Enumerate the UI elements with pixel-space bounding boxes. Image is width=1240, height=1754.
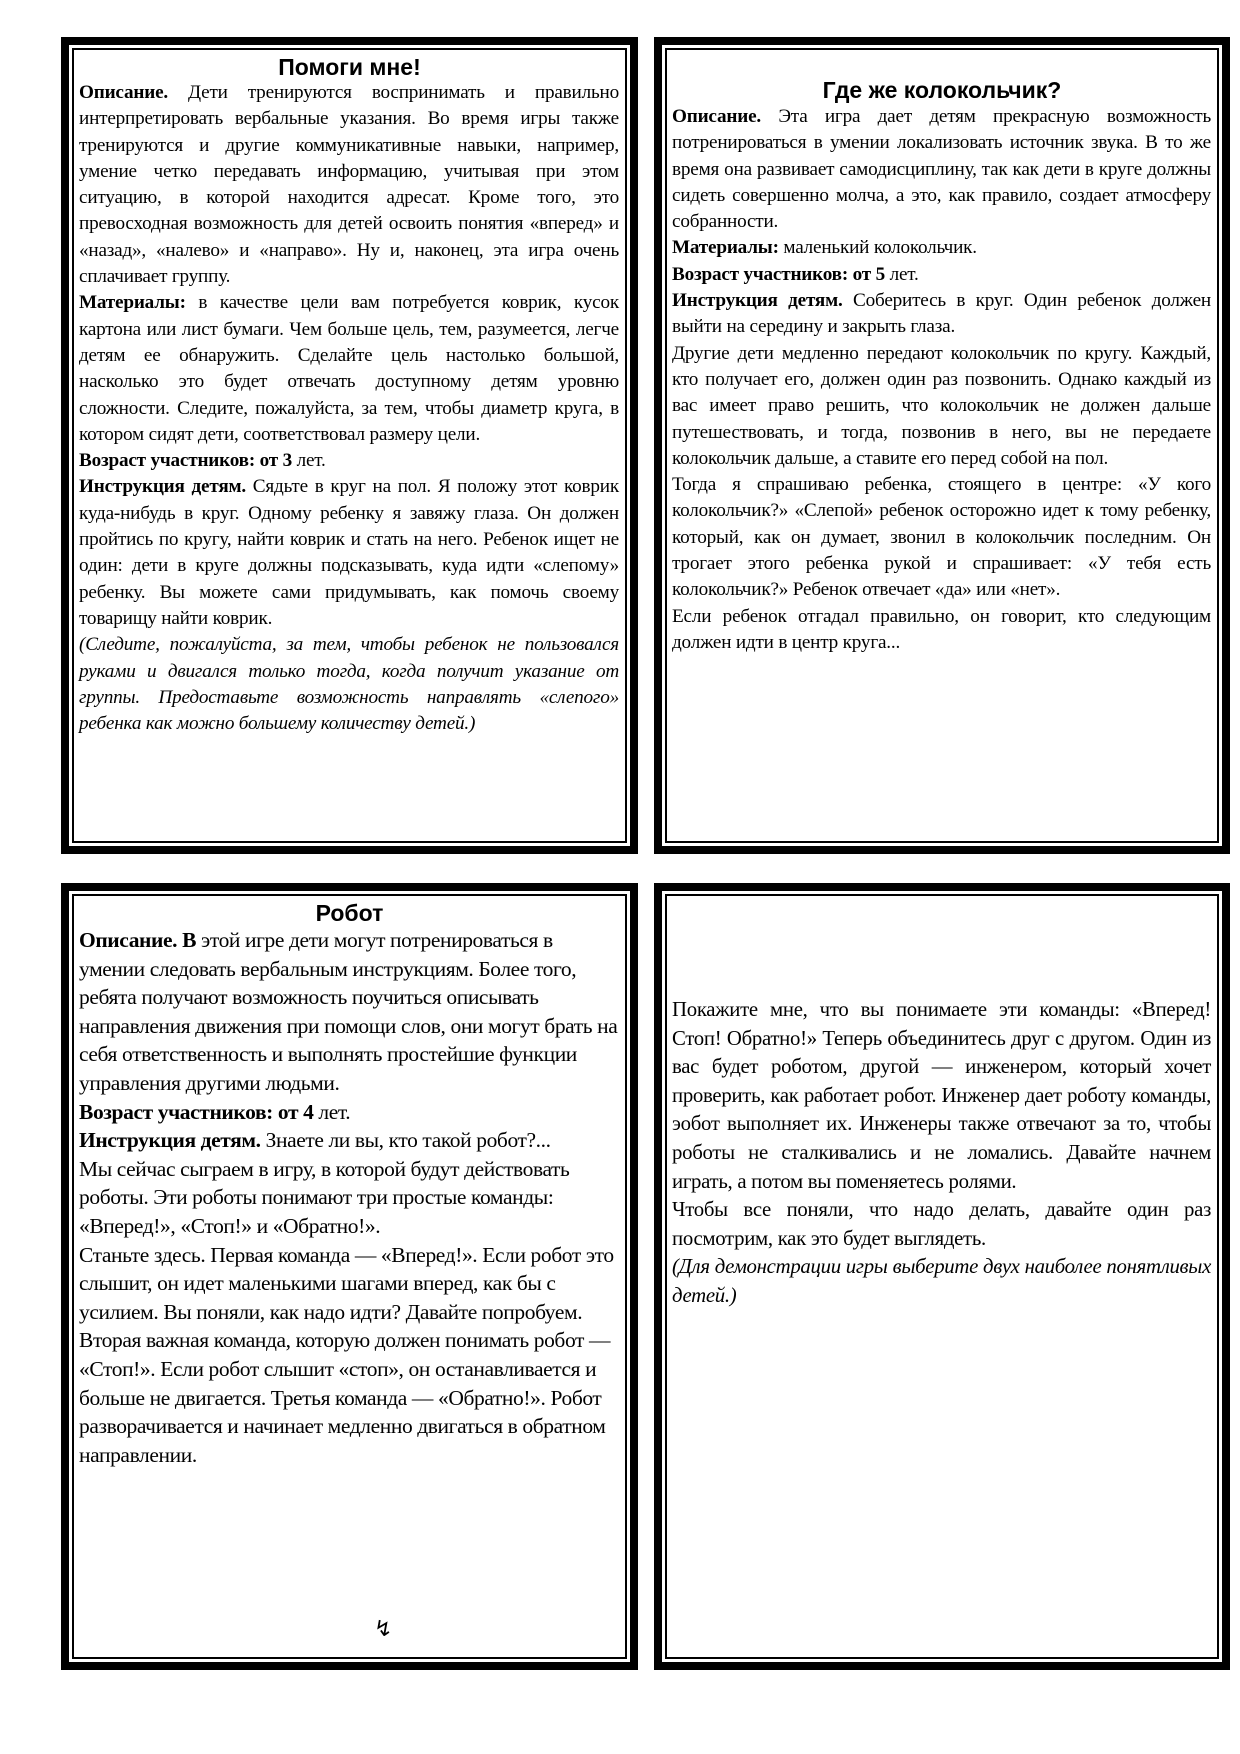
label: Материалы: bbox=[79, 292, 186, 314]
label: Описание. bbox=[79, 82, 169, 103]
game-card-robot bbox=[61, 883, 638, 1670]
card-title: Где же колокольчик? bbox=[822, 77, 1062, 103]
paragraph: Чтобы все поняли, что надо делать, давайте один раз посмотрим, как это будет выглядеть. bbox=[672, 1198, 1211, 1250]
card-body bbox=[672, 104, 1211, 656]
continue-arrow-icon: ↯ bbox=[374, 1616, 393, 1641]
label: Возраст участников: от 3 bbox=[79, 450, 292, 472]
card-title: Робот bbox=[315, 900, 384, 926]
label: Материалы: bbox=[672, 237, 779, 259]
instructions: Сядьте в круг на пол. Я положу этот коврик куда-нибудь в круг. Одному ребенку я завяжу глаза. Он должен пройтись по кругу, найти коврик и стать на него. Ребенок ищет не один: дети в круге должны подсказывать, куда идти «слепому» ребенку. Вы можете сами придумывать, как помочь своему товарищу найти коврик. bbox=[79, 476, 619, 629]
paragraph: Если ребенок отгадал правильно, он говорит, кто следующим должен идти в центр круга... bbox=[672, 605, 1211, 653]
paragraph: Другие дети медленно передают колокольчик по кругу. Каждый, кто получает его, должен один раз позвонить. Однако каждый из вас имеет право решить, что колокольчик не должен дальше путешествовать, и тогда, позвонив в него, вы не передаете колокольчик дальше, а ставите его перед собой на пол. bbox=[672, 342, 1211, 469]
game-card-help-me bbox=[61, 37, 638, 854]
materials: в качестве цели вам потребуется коврик, кусок картона или лист бумаги. Чем больше цель, тем, разумеется, легче детям ее обнаружить. Сделайте цель настолько большой, насколько это будет отвечать доступному детям уровню сложности. Следите, пожалуйста, за тем, чтобы диаметр круга, в котором сидят дети, соответствовал размеру цели. bbox=[79, 292, 619, 445]
paragraph: Покажите мне, что вы понимаете эти команды: «Вперед! Стоп! Обратно!» Теперь объединитесь друг с другом. Один из вас будет роботом, другой — инженером, который хочет проверить, как работает робот. Инженер дает роботу команды, эобот выполняет их. Инженеры также отвечают за то, чтобы роботы не сталкивались и не ломались. Давайте начнем играть, а потом вы поменяетесь ролями. bbox=[672, 998, 1211, 1193]
card-body bbox=[672, 996, 1211, 1311]
paragraph: Мы сейчас сыграем в игру, в которой будут действовать роботы. Эти роботы понимают три простые команды: «Вперед!», «Стоп!» и «Обратно!». bbox=[79, 1156, 570, 1238]
label: Инструкция детям. bbox=[79, 476, 246, 498]
description: Дети тренируются воспринимать и правильно интерпретировать вербальные указания. Во время игры также тренируются и другие коммуникативные навыки, например, умение четко передавать информацию, учитывая при этом ситуацию, в которой находится адресат. Кроме того, это превосходная возможность для детей освоить понятия «вперед» и «назад», «налево» и «направо». Ну и, наконец, эта игра очень сплачивает группу. bbox=[79, 82, 619, 288]
label: Описание. В bbox=[79, 928, 197, 952]
note: (Для демонстрации игры выберите двух наиболее понятливых детей.) bbox=[672, 1255, 1211, 1307]
label: Возраст участников: от 5 bbox=[672, 263, 885, 285]
age: лет. bbox=[292, 450, 326, 472]
paragraph: Станьте здесь. Первая команда — «Вперед!». Если робот это слышит, он идет маленькими шагами вперед, как бы с усилием. Вы поняли, как надо идти? Давайте попробуем. Вторая важная команда, которую должен понимать робот — «Стоп!». Если робот слышит «стоп», он останавливается и больше не двигается. Третья команда — «Обратно!». Робот разворачивается и начинает медленно двигаться в обратном направлении. bbox=[79, 1242, 614, 1467]
description: Эта игра дает детям прекрасную возможность потренироваться в умении локализовать источник звука. В то же время она развивает самодисциплину, так как дети в круге должны сидеть совершенно молча, а это, как правило, создает атмосферу собранности. bbox=[672, 106, 1211, 233]
card-body bbox=[79, 80, 619, 737]
card-body bbox=[79, 926, 619, 1469]
instructions: Соберитесь в круг. Один ребенок должен выйти на середину и закрыть глаза. bbox=[672, 290, 1211, 338]
card-title: Помоги мне! bbox=[278, 54, 421, 80]
label: Возраст участников: от 4 bbox=[79, 1099, 314, 1124]
note: (Следите, пожалуйста, за тем, чтобы ребенок не пользовался руками и двигался только тогда, когда получит указание от группы. Предоставьте возможность направлять «слепого» ребенка как можно большему количеству детей.) bbox=[79, 634, 619, 735]
description: этой игре дети могут потренироваться в умении следовать вербальным инструкциям. Более того, ребята получают возможность поучиться описывать направления движения при помощи слов, они могут брать на себя ответственность и выполнять простейшие функции управления другими людьми. bbox=[79, 928, 618, 1095]
paragraph: Тогда я спрашиваю ребенка, стоящего в центре: «У кого колокольчик?» «Слепой» ребенок осторожно идет к тому ребенку, который, как он думает, звонил в колокольчик последним. Он трогает этого ребенка рукой и спрашивает: «У тебя есть колокольчик?» Ребенок отвечает «да» или «нет». bbox=[672, 474, 1211, 601]
label: Описание. bbox=[672, 106, 762, 127]
age: лет. bbox=[313, 1099, 351, 1124]
instructions: Знаете ли вы, кто такой робот?... bbox=[260, 1128, 551, 1153]
game-card-bell bbox=[654, 37, 1230, 854]
label: Инструкция детям. bbox=[672, 290, 843, 312]
materials: маленький колокольчик. bbox=[778, 237, 977, 259]
label: Инструкция детям. bbox=[79, 1128, 261, 1153]
age: лет. bbox=[885, 263, 919, 285]
game-card-robot-continued bbox=[654, 883, 1230, 1670]
